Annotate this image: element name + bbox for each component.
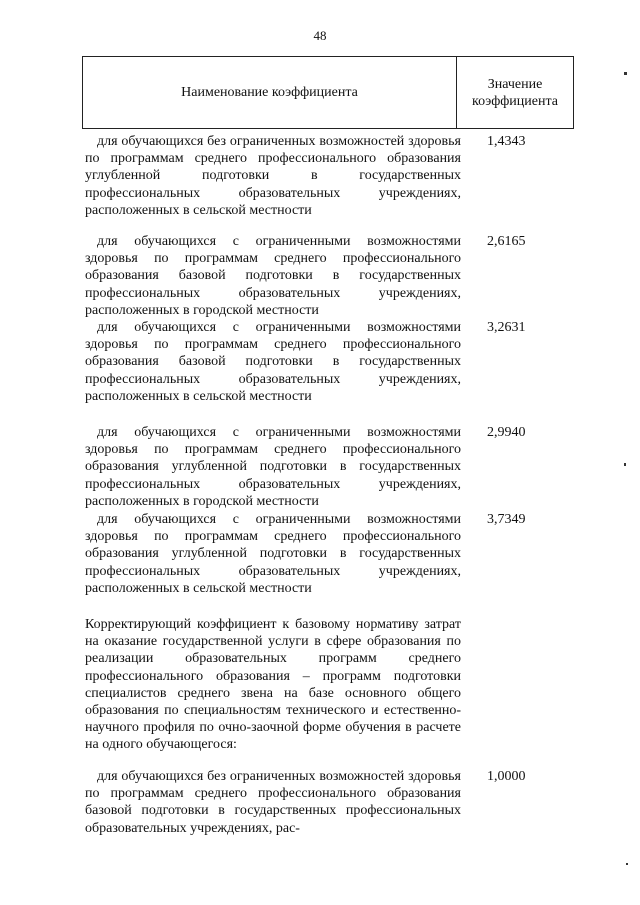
row-value: 2,6165 [487,234,526,249]
row-description: для обучающихся без ограниченных возможностей здоровья по программам среднего профессионального образования базовой подготовки в государственных профессиональных образовательных учреждениях, рас- [85,769,461,836]
header-coefficient-name: Наименование коэффициента [83,57,457,128]
scan-speck [624,72,627,75]
row-description: для обучающихся с ограниченными возможностями здоровья по программам среднего профессионального образования базовой подготовки в государственных профессиональных образовательных учреждениях, расположенных в сельской местности [85,320,461,404]
scan-speck [626,863,628,865]
row-description: для обучающихся с ограниченными возможностями здоровья по программам среднего профессионального образования базовой подготовки в государственных профессиональных образовательных учреждениях, расположенных в городской местности [85,234,461,318]
row-description: для обучающихся с ограниченными возможностями здоровья по программам среднего профессионального образования углубленной подготовки в государственных профессиональных образовательных учреждениях, расположенных в городской местности [85,425,461,509]
scan-speck [624,463,626,466]
header-value-line2: коэффициента [472,93,558,109]
row-description: для обучающихся с ограниченными возможностями здоровья по программам среднего профессионального образования углубленной подготовки в государственных профессиональных образовательных учреждениях, расположенных в сельской местности [85,512,461,596]
page-number: 48 [313,28,327,43]
row-value: 2,9940 [487,425,526,440]
row-value: 1,4343 [487,134,526,149]
table-header [82,56,574,129]
header-value-line1: Значение [487,76,543,92]
row-value: 3,2631 [487,320,526,335]
section-heading-text: Корректирующий коэффициент к базовому нормативу затрат на оказание государственной услуги в сфере образования по реализации образовательных программ среднего профессионального образования – программ подготовки специалистов среднего звена на базе основного общего образования по специальностям технического и естественно-научного профиля по очно-заочной форме обучения в расчете на одного обучающегося: [85,617,461,753]
header-coefficient-value [457,57,573,128]
row-description: для обучающихся без ограниченных возможностей здоровья по программам среднего профессионального образования углубленной подготовки в государственных профессиональных образовательных учреждениях, расположенных в сельской местности [85,134,461,218]
row-value: 1,0000 [487,769,526,784]
row-value: 3,7349 [487,512,526,527]
